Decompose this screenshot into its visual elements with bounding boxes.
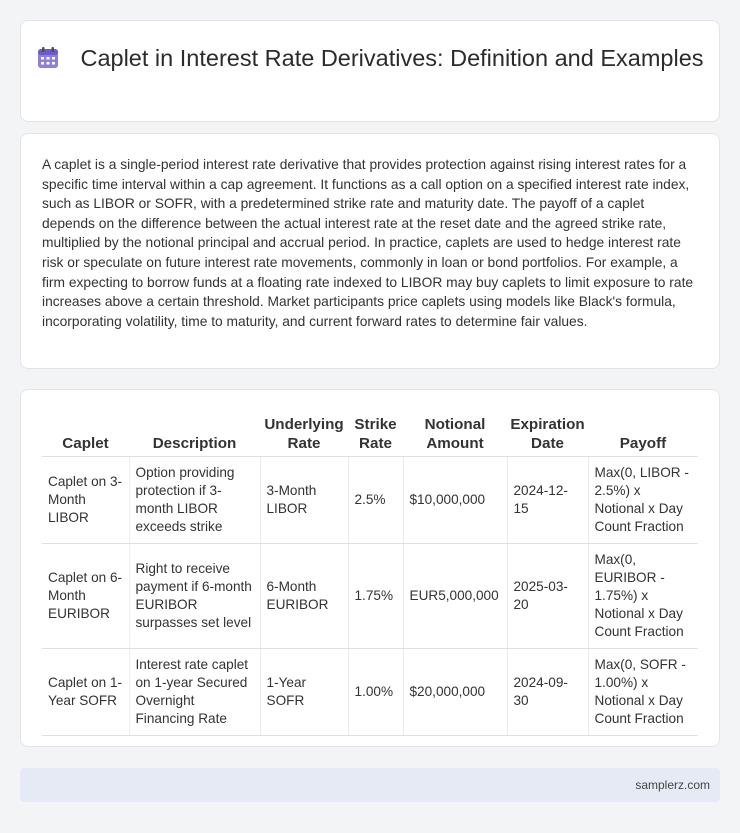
cell-caplet: Caplet on 1-Year SOFR [42, 649, 129, 736]
footer [20, 768, 720, 802]
header-strike-rate: Strike Rate [348, 411, 403, 457]
cell-description: Right to receive payment if 6-month EURIBOR surpasses set level [129, 544, 260, 649]
cell-notional-amount: $10,000,000 [403, 457, 507, 544]
header-payoff: Payoff [588, 411, 698, 457]
cell-underlying-rate: 1-Year SOFR [260, 649, 348, 736]
table-row [42, 457, 698, 544]
cell-underlying-rate: 3-Month LIBOR [260, 457, 348, 544]
cell-payoff: Max(0, EURIBOR - 1.75%) x Notional x Day Count Fraction [588, 544, 698, 649]
table-card [20, 389, 720, 747]
cell-notional-amount: EUR5,000,000 [403, 544, 507, 649]
intro-paragraph: A caplet is a single-period interest rate derivative that provides protection against rising interest rates for a specific time interval within a cap agreement. It functions as a call option on a specified interest rate index, such as LIBOR or SOFR, with a predetermined strike rate and maturity date. The payoff of a caplet depends on the difference between the actual interest rate at the reset date and the agreed strike rate, multiplied by the notional principal and accrual period. In practice, caplets are used to hedge interest rate risk or speculate on future interest rate movements, commonly in loan or bond portfolios. For example, a firm expecting to borrow funds at a floating rate indexed to LIBOR may buy caplets to limit exposure to rate increases above a certain threshold. Market participants price caplets using models like Black's formula, incorporating volatility, time to maturity, and current forward rates to determine fair values. [42, 157, 694, 329]
intro-card [20, 133, 720, 369]
title-card [20, 20, 720, 122]
caplet-table [42, 411, 698, 736]
cell-expiration-date: 2025-03-20 [507, 544, 588, 649]
cell-caplet: Caplet on 3-Month LIBOR [42, 457, 129, 544]
page-title: Caplet in Interest Rate Derivatives: Definition and Examples [80, 45, 704, 71]
table-row [42, 544, 698, 649]
cell-underlying-rate: 6-Month EURIBOR [260, 544, 348, 649]
cell-strike-rate: 2.5% [348, 457, 403, 544]
header-notional-amount: Notional Amount [403, 411, 507, 457]
page-title-wrap [21, 44, 719, 73]
cell-caplet: Caplet on 6-Month EURIBOR [42, 544, 129, 649]
table-header-row [42, 411, 698, 457]
header-underlying-rate: Underlying Rate [260, 411, 348, 457]
calendar-icon [36, 46, 60, 70]
cell-expiration-date: 2024-09-30 [507, 649, 588, 736]
header-caplet: Caplet [42, 411, 129, 457]
cell-description: Interest rate caplet on 1-year Secured Overnight Financing Rate [129, 649, 260, 736]
cell-strike-rate: 1.00% [348, 649, 403, 736]
header-expiration-date: Expiration Date [507, 411, 588, 457]
cell-expiration-date: 2024-12-15 [507, 457, 588, 544]
header-description: Description [129, 411, 260, 457]
cell-notional-amount: $20,000,000 [403, 649, 507, 736]
footer-site-link[interactable]: samplerz.com [635, 778, 710, 792]
cell-description: Option providing protection if 3-month LIBOR exceeds strike [129, 457, 260, 544]
table-row [42, 649, 698, 736]
cell-payoff: Max(0, SOFR - 1.00%) x Notional x Day Count Fraction [588, 649, 698, 736]
cell-payoff: Max(0, LIBOR - 2.5%) x Notional x Day Count Fraction [588, 457, 698, 544]
cell-strike-rate: 1.75% [348, 544, 403, 649]
